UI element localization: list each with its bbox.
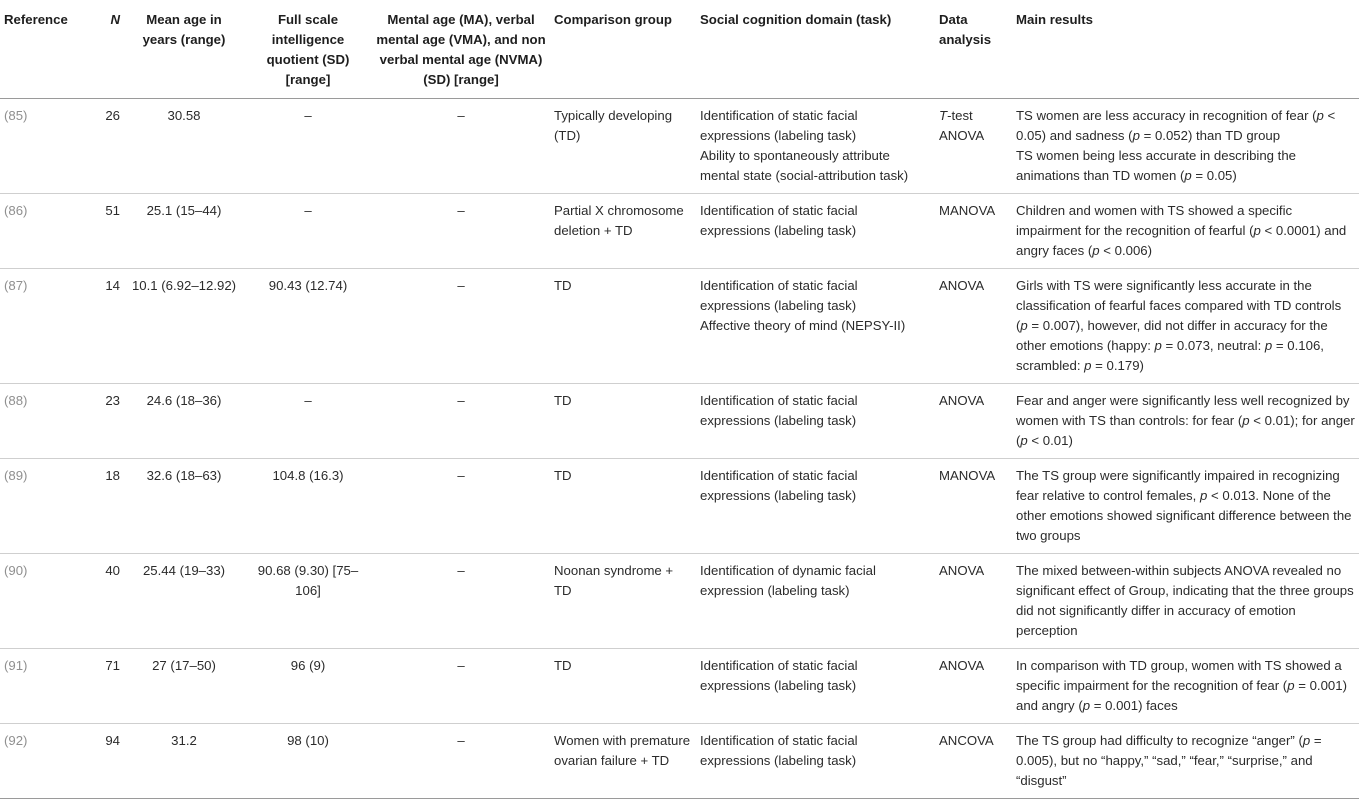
cell-data-analysis-line: ANOVA [939, 393, 985, 408]
cell-reference[interactable]: (87) [0, 269, 84, 384]
cell-social-cognition-domain [696, 269, 935, 384]
cell-social-cognition-domain-line: Identification of dynamic facial expression (labeling task) [700, 563, 876, 598]
cell-data-analysis [935, 724, 1012, 799]
cell-comparison-group: TD [550, 649, 696, 724]
cell-n: 26 [84, 99, 124, 194]
cell-data-analysis [935, 269, 1012, 384]
cell-n: 18 [84, 459, 124, 554]
cell-social-cognition-domain-line: Identification of static facial expressions (labeling task) [700, 278, 858, 313]
cell-data-analysis [935, 459, 1012, 554]
cell-n: 71 [84, 649, 124, 724]
cell-main-results [1012, 724, 1359, 799]
cell-social-cognition-domain-line: Affective theory of mind (NEPSY-II) [700, 318, 906, 333]
cell-social-cognition-domain-line: Identification of static facial expressions (labeling task) [700, 108, 858, 143]
cell-mental-age: – [372, 459, 550, 554]
cell-main-results-line: Girls with TS were significantly less accurate in the classification of fearful faces compared with TD controls (p = 0.007), however, did not differ in accuracy for the other emotions (happy: p = 0.073, neutral: p = 0.106, scrambled: p = 0.179) [1016, 278, 1342, 373]
cell-n: 51 [84, 194, 124, 269]
cell-mean-age: 27 (17–50) [124, 649, 244, 724]
cell-mental-age: – [372, 99, 550, 194]
cell-social-cognition-domain-line: Identification of static facial expressions (labeling task) [700, 203, 858, 238]
cell-fsiq: 96 (9) [244, 649, 372, 724]
cell-data-analysis-line: ANOVA [939, 658, 985, 673]
cell-fsiq: – [244, 384, 372, 459]
table-row [0, 384, 1359, 459]
header-n: N [84, 0, 124, 99]
cell-data-analysis-line: ANOVA [939, 128, 985, 143]
cell-comparison-group: TD [550, 269, 696, 384]
cell-n: 40 [84, 554, 124, 649]
cell-data-analysis-line: ANCOVA [939, 733, 994, 748]
cell-mental-age: – [372, 724, 550, 799]
cell-fsiq: 98 (10) [244, 724, 372, 799]
cell-social-cognition-domain [696, 194, 935, 269]
cell-data-analysis-line: ANOVA [939, 563, 985, 578]
cell-mean-age: 32.6 (18–63) [124, 459, 244, 554]
cell-social-cognition-domain [696, 384, 935, 459]
header-main-results: Main results [1012, 0, 1359, 99]
cell-social-cognition-domain-line: Ability to spontaneously attribute mental state (social-attribution task) [700, 148, 909, 183]
table-row [0, 459, 1359, 554]
cell-social-cognition-domain [696, 99, 935, 194]
header-social-cognition-domain: Social cognition domain (task) [696, 0, 935, 99]
cell-main-results-line: Children and women with TS showed a specific impairment for the recognition of fearful (p < 0.0001) and angry faces (p < 0.006) [1016, 203, 1347, 258]
cell-social-cognition-domain-line: Identification of static facial expressions (labeling task) [700, 393, 858, 428]
header-mental-age: Mental age (MA), verbal mental age (VMA), and non verbal mental age (NVMA) (SD) [range] [372, 0, 550, 99]
cell-social-cognition-domain-line: Identification of static facial expressions (labeling task) [700, 468, 858, 503]
cell-fsiq: 104.8 (16.3) [244, 459, 372, 554]
cell-main-results [1012, 99, 1359, 194]
table-row [0, 99, 1359, 194]
cell-data-analysis [935, 554, 1012, 649]
cell-social-cognition-domain [696, 554, 935, 649]
cell-main-results-line: In comparison with TD group, women with TS showed a specific impairment for the recognition of fear (p = 0.001) and angry (p = 0.001) faces [1016, 658, 1347, 713]
cell-social-cognition-domain-line: Identification of static facial expressions (labeling task) [700, 733, 858, 768]
header-row [0, 0, 1359, 99]
cell-main-results [1012, 194, 1359, 269]
cell-mental-age: – [372, 269, 550, 384]
cell-main-results-line: Fear and anger were significantly less well recognized by women with TS than controls: for fear (p < 0.01); for anger (p < 0.01) [1016, 393, 1355, 448]
cell-reference[interactable]: (88) [0, 384, 84, 459]
table-row [0, 269, 1359, 384]
header-reference: Reference [0, 0, 84, 99]
cell-mental-age: – [372, 554, 550, 649]
cell-social-cognition-domain [696, 724, 935, 799]
cell-mean-age: 30.58 [124, 99, 244, 194]
cell-mean-age: 25.1 (15–44) [124, 194, 244, 269]
cell-fsiq: – [244, 99, 372, 194]
cell-mean-age: 10.1 (6.92–12.92) [124, 269, 244, 384]
table-row [0, 194, 1359, 269]
cell-data-analysis [935, 649, 1012, 724]
cell-mean-age: 24.6 (18–36) [124, 384, 244, 459]
cell-comparison-group: Typically developing (TD) [550, 99, 696, 194]
cell-social-cognition-domain [696, 649, 935, 724]
cell-fsiq: 90.68 (9.30) [75–106] [244, 554, 372, 649]
cell-data-analysis [935, 99, 1012, 194]
table-row [0, 554, 1359, 649]
cell-comparison-group: TD [550, 459, 696, 554]
cell-social-cognition-domain-line: Identification of static facial expressions (labeling task) [700, 658, 858, 693]
cell-comparison-group: Women with premature ovarian failure + TD [550, 724, 696, 799]
cell-main-results [1012, 459, 1359, 554]
header-mean-age: Mean age in years (range) [124, 0, 244, 99]
cell-reference[interactable]: (85) [0, 99, 84, 194]
cell-n: 14 [84, 269, 124, 384]
cell-fsiq: 90.43 (12.74) [244, 269, 372, 384]
cell-comparison-group: TD [550, 384, 696, 459]
cell-main-results [1012, 269, 1359, 384]
cell-mean-age: 31.2 [124, 724, 244, 799]
header-data-analysis: Data analysis [935, 0, 1012, 99]
cell-n: 94 [84, 724, 124, 799]
cell-fsiq: – [244, 194, 372, 269]
cell-main-results-line: The TS group were significantly impaired in recognizing fear relative to control females, p < 0.013. None of the other emotions showed significant difference between the two groups [1016, 468, 1352, 543]
cell-n: 23 [84, 384, 124, 459]
cell-comparison-group: Noonan syndrome + TD [550, 554, 696, 649]
cell-main-results [1012, 384, 1359, 459]
cell-reference[interactable]: (86) [0, 194, 84, 269]
cell-reference[interactable]: (90) [0, 554, 84, 649]
cell-mental-age: – [372, 649, 550, 724]
cell-main-results-line: The mixed between-within subjects ANOVA revealed no significant effect of Group, indicating that the three groups did not significantly differ in accuracy of emotion perception [1016, 563, 1354, 638]
cell-mental-age: – [372, 384, 550, 459]
table-row [0, 724, 1359, 799]
cell-main-results-line: TS women are less accuracy in recognition of fear (p < 0.05) and sadness (p = 0.052) than TD group [1016, 108, 1336, 143]
cell-data-analysis-line: T-test [939, 108, 973, 123]
cell-social-cognition-domain [696, 459, 935, 554]
cell-mean-age: 25.44 (19–33) [124, 554, 244, 649]
cell-reference[interactable]: (89) [0, 459, 84, 554]
header-fsiq: Full scale intelligence quotient (SD) [range] [244, 0, 372, 99]
cell-main-results [1012, 649, 1359, 724]
cell-data-analysis [935, 194, 1012, 269]
cell-reference[interactable]: (92) [0, 724, 84, 799]
cell-mental-age: – [372, 194, 550, 269]
cell-data-analysis [935, 384, 1012, 459]
cell-reference[interactable]: (91) [0, 649, 84, 724]
cell-main-results-line: TS women being less accurate in describing the animations than TD women (p = 0.05) [1016, 148, 1297, 183]
cell-data-analysis-line: ANOVA [939, 278, 985, 293]
table-body [0, 99, 1359, 799]
cell-main-results-line: The TS group had difficulty to recognize “anger” (p = 0.005), but no “happy,” “sad,” “fear,” “surprise,” and “disgust” [1016, 733, 1322, 788]
cell-data-analysis-line: MANOVA [939, 203, 996, 218]
cell-main-results [1012, 554, 1359, 649]
cell-data-analysis-line: MANOVA [939, 468, 996, 483]
cell-comparison-group: Partial X chromosome deletion + TD [550, 194, 696, 269]
table-row [0, 649, 1359, 724]
header-comparison-group: Comparison group [550, 0, 696, 99]
